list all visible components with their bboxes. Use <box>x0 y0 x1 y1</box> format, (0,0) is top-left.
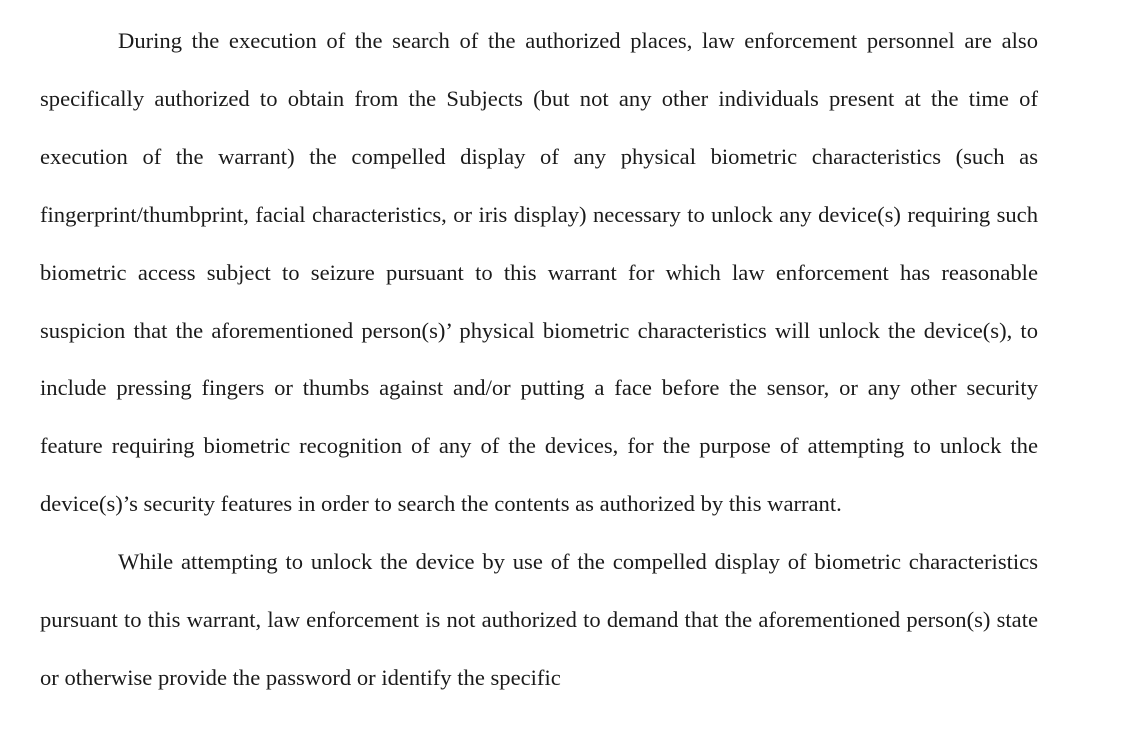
paragraph-password-restriction: While attempting to unlock the device by use of the compelled display of biometric characteristics pursuant to this warrant, law enforcement is not authorized to demand that the aforementioned person(s) state or otherwise provide the password or identify the specific <box>40 549 1038 690</box>
document-body <box>40 12 1038 707</box>
paragraph-biometric-authorization: During the execution of the search of the authorized places, law enforcement personnel are also specifically authorized to obtain from the Subjects (but not any other individuals present at the time of execution of the warrant) the compelled display of any physical biometric characteristics (such as fingerprint/thumbprint, facial characteristics, or iris display) necessary to unlock any device(s) requiring such biometric access subject to seizure pursuant to this warrant for which law enforcement has reasonable suspicion that the aforementioned person(s)’ physical biometric characteristics will unlock the device(s), to include pressing fingers or thumbs against and/or putting a face before the sensor, or any other security feature requiring biometric recognition of any of the devices, for the purpose of attempting to unlock the device(s)’s security features in order to search the contents as authorized by this warrant. <box>40 28 1038 517</box>
